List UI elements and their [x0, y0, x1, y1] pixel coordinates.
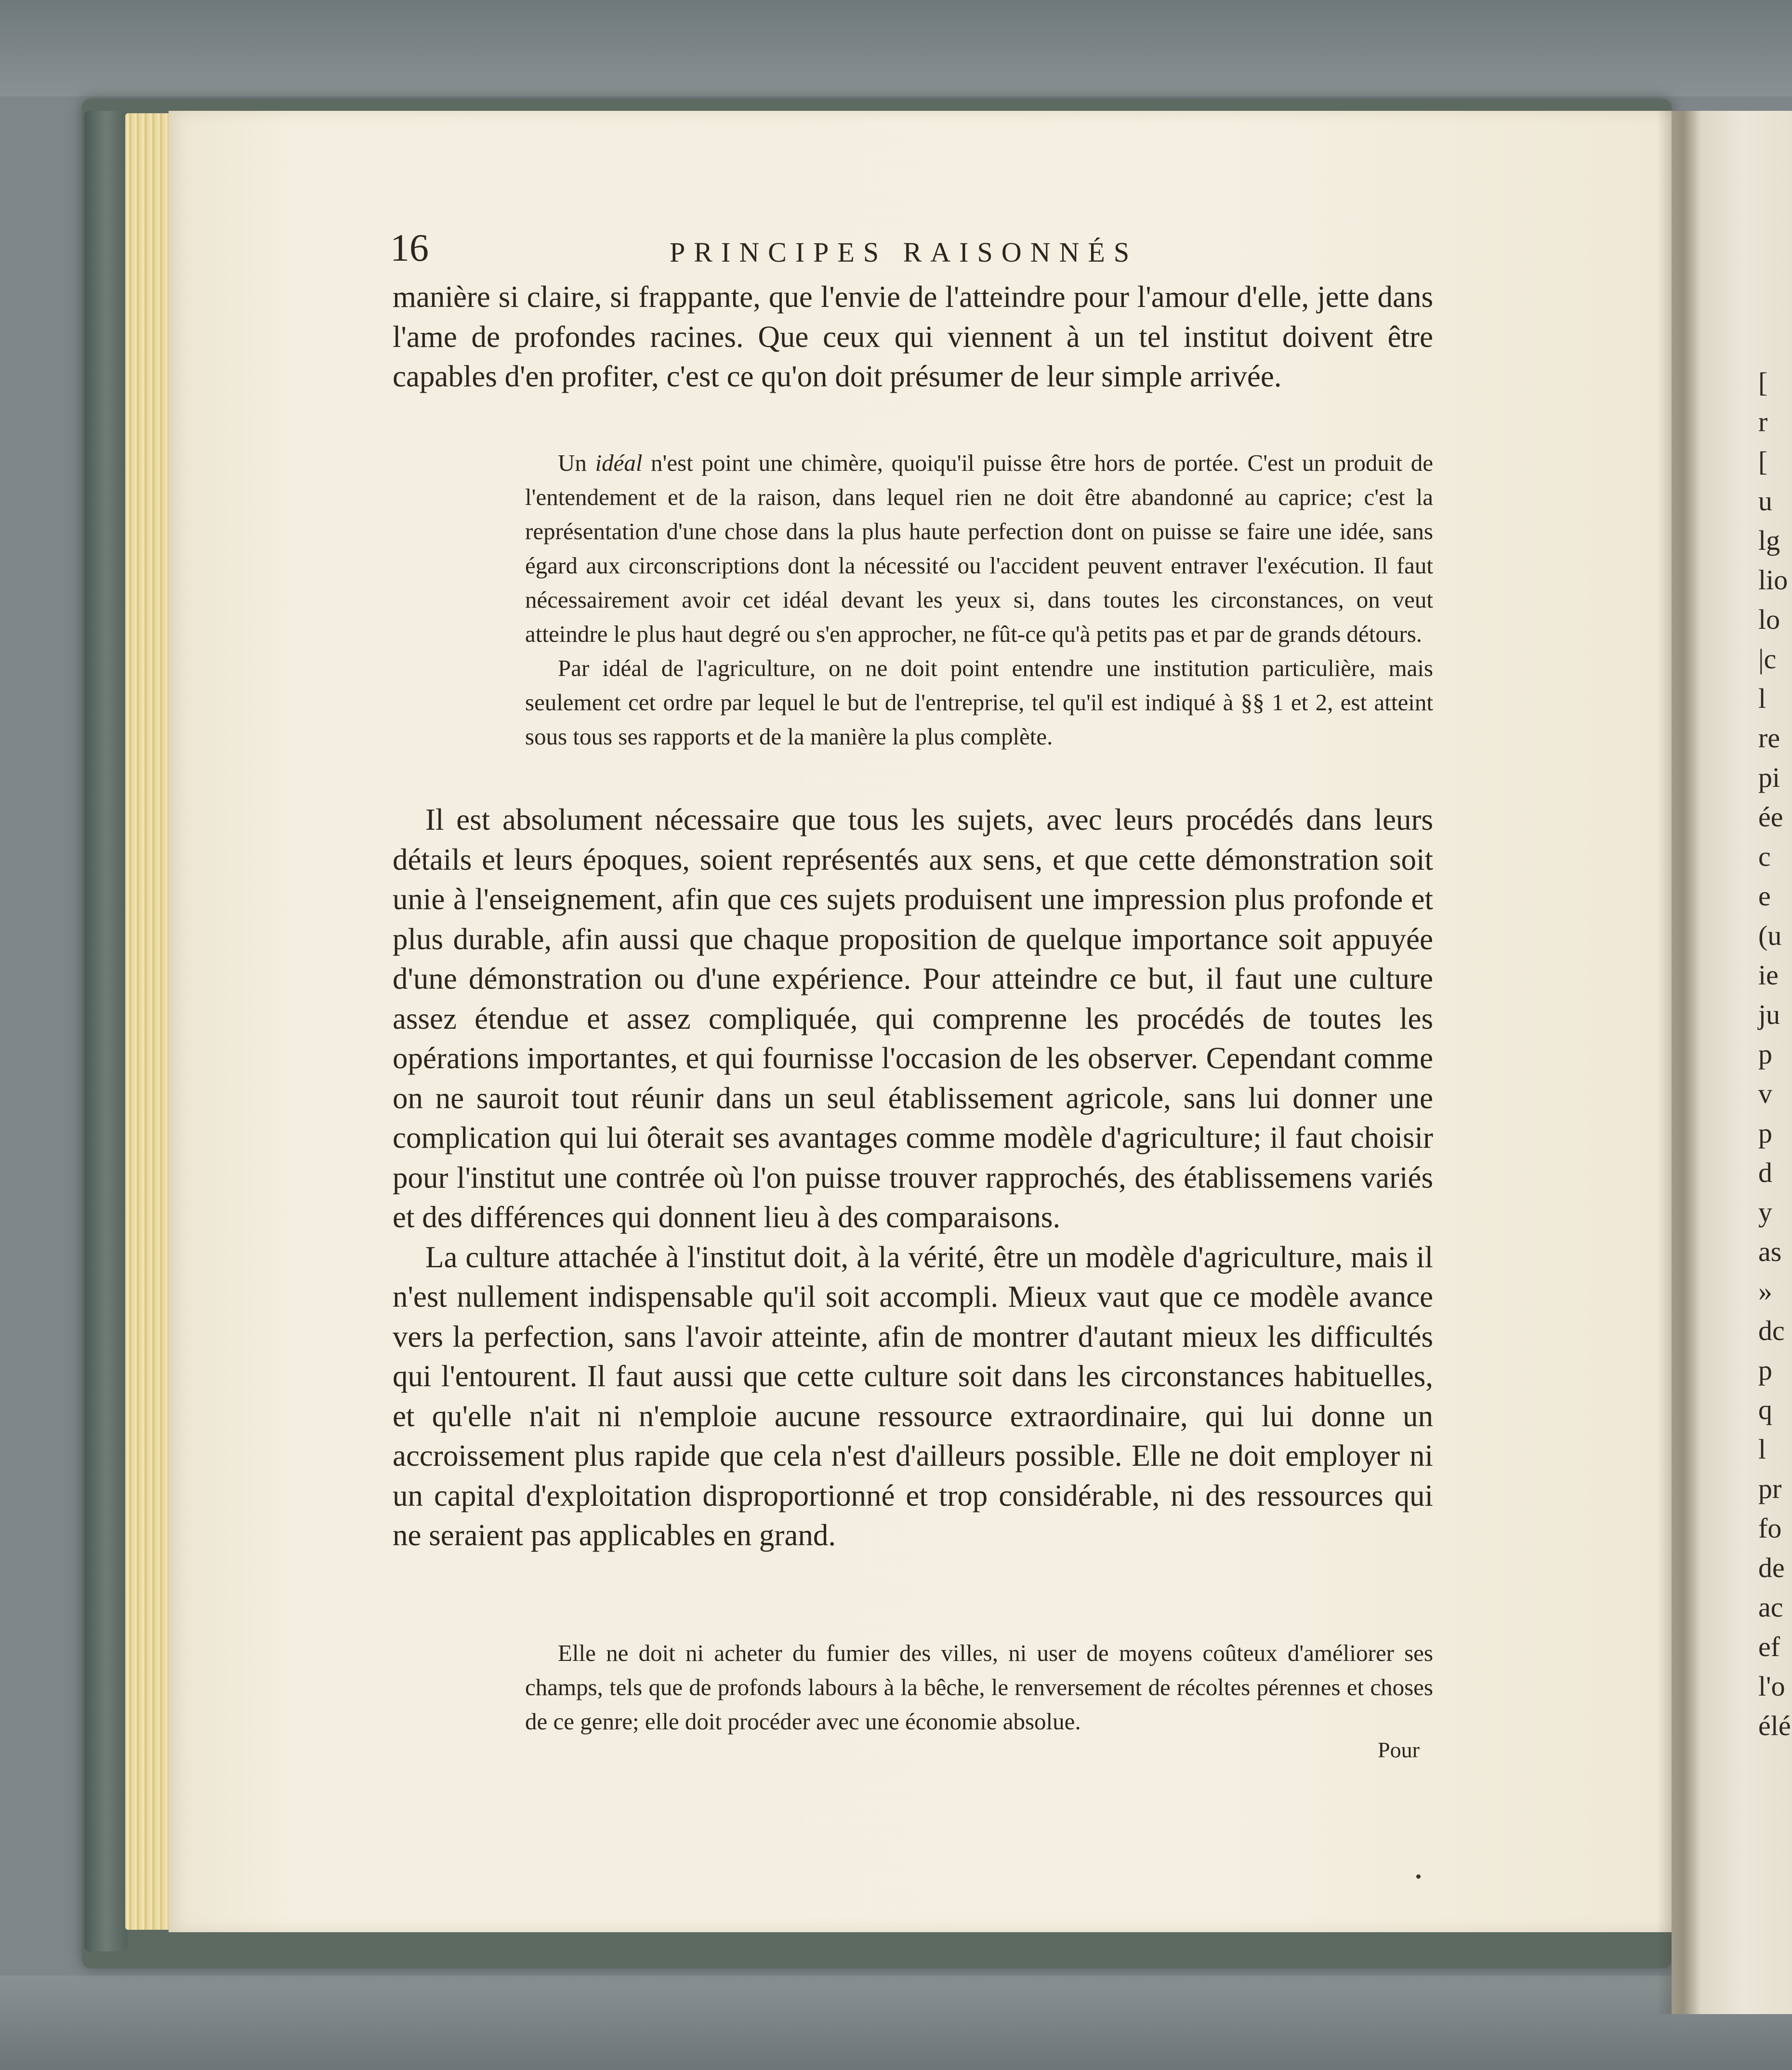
next-page-fragment: p	[1758, 1117, 1772, 1149]
running-head	[390, 226, 1402, 270]
next-page-fragment: re	[1758, 722, 1780, 754]
note-1-rest: n'est point une chimère, quoiqu'il puisse être hors de portée. C'est un produit de l'entendement et de la raison, dans lequel rien ne doit être abandonné au caprice; c'est la représentation d'une chose dans la plus haute perfection dont on puisse se faire une idée, sans égard aux circonscriptions dont la nécessité ou l'accident peuvent entraver l'exécution. Il faut nécessairement avoir cet idéal devant les yeux si, dans toutes les circonstances, on veut atteindre le plus haut degré ou s'en approcher, ne fût-ce qu'à petits pas et par de grands détours.	[525, 450, 1433, 647]
next-page-fragment: p	[1758, 1354, 1772, 1386]
next-page-fragment: p	[1758, 1038, 1772, 1070]
paragraph-2-text: Il est absolument nécessaire que tous les sujets, avec leurs procédés dans leurs détails et leurs époques, soient représentés aux sens, et que cette démonstration soit unie à l'enseignement, afin que ces sujets produisent une impression plus profonde et plus durable, afin aussi que chaque proposition de quelque importance soit appuyée d'une démonstration ou d'une expérience. Pour atteindre ce but, il faut une culture assez étendue et assez compliquée, qui comprenne les procédés de toutes les opérations importantes, et qui fournisse l'occasion de les observer. Cependant comme on ne sauroit tout réunir dans un seul établissement agricole, sans lui donner une complication qui lui ôterait ses avantages comme modèle d'agriculture; il faut choisir pour l'institut une contrée où l'on puisse trouver rapprochés, des établissemens variés et des différences qui donnent lieu à des comparaisons.	[393, 803, 1433, 1234]
next-page-fragment: u	[1758, 485, 1772, 517]
next-page-fragment: l'o	[1758, 1671, 1785, 1702]
note-2-text: Par idéal de l'agriculture, on ne doit point entendre une institution particulière, mais seulement cet ordre par lequel le but de l'entreprise, tel qu'il est indiqué à §§ 1 et 2, est atteint sous tous ses rapports et de la manière la plus complète.	[525, 655, 1433, 750]
next-page-fragment: élé	[1758, 1710, 1791, 1741]
next-page-fragment: pi	[1758, 762, 1780, 793]
book-spine-edge	[84, 111, 128, 1951]
next-page-fragment: »	[1758, 1275, 1772, 1307]
page-number: 16	[390, 227, 429, 269]
scan-background-top	[0, 0, 1792, 96]
note-1-text	[525, 446, 1433, 651]
next-page-fragment: [	[1758, 446, 1768, 477]
next-page-fragment: ef	[1758, 1631, 1780, 1662]
note-1-prefix: Un	[558, 450, 595, 476]
next-page-fragment: v	[1758, 1078, 1772, 1109]
next-page-fragment: y	[1758, 1196, 1772, 1228]
note-1	[525, 446, 1433, 754]
next-page-fragment: ac	[1758, 1592, 1783, 1623]
next-page-fragment: e	[1758, 880, 1771, 912]
next-page-fragment: (u	[1758, 920, 1782, 951]
next-page-fragment: c	[1758, 841, 1771, 872]
next-page-fragment: ju	[1758, 999, 1780, 1030]
catchword: Pour	[1378, 1738, 1420, 1762]
next-page-fragment: d	[1758, 1157, 1772, 1188]
next-page-fragment: l	[1758, 1433, 1766, 1465]
next-page-fragment: lo	[1758, 604, 1780, 635]
next-page-fragment: r	[1758, 406, 1768, 438]
scan-background-bottom	[0, 1976, 1792, 2070]
paragraph-3-text: La culture attachée à l'institut doit, à la vérité, être un modèle d'agriculture, mais il n'est nullement indispensable qu'il soit accompli. Mieux vaut que ce modèle avance vers la perfection, sans l'avoir atteinte, afin de montrer d'autant mieux les difficultés qui l'entourent. Il faut aussi que cette culture soit dans les circonstances habituelles, et qu'elle n'ait ni n'emploie aucune ressource extraordinaire, qui lui donne un accroissement plus rapide que cela n'est d'ailleurs possible. Elle ne doit employer ni un capital d'exploitation disproportionné et trop considérable, ni des ressources qui ne seraient pas applicables en grand.	[393, 1240, 1433, 1552]
next-page-fragment: ée	[1758, 801, 1783, 833]
paragraph-1	[393, 277, 1433, 397]
next-page-fragment: dc	[1758, 1315, 1785, 1346]
next-page-fragment: l	[1758, 683, 1766, 714]
note-1-italic: idéal	[595, 450, 643, 476]
note-3-text: Elle ne doit ni acheter du fumier des villes, ni user de moyens coûteux d'améliorer ses champs, tels que de profonds labours à la bêche, le renversement de récoltes pérennes et choses de ce genre; elle doit procéder avec une économie absolue.	[525, 1640, 1433, 1735]
next-page-fragment: fo	[1758, 1513, 1782, 1544]
paragraph-2	[393, 800, 1433, 1555]
gutter-shadow	[1657, 111, 1700, 2014]
next-page-fragment: de	[1758, 1552, 1785, 1583]
note-3	[525, 1636, 1433, 1738]
next-page-fragment: pr	[1758, 1473, 1782, 1504]
paper-speck	[1416, 1874, 1421, 1879]
next-page-fragment: [	[1758, 367, 1768, 398]
next-page-fragment: q	[1758, 1394, 1772, 1425]
next-page-fragment: lg	[1758, 525, 1780, 556]
running-title: PRINCIPES RAISONNÉS	[670, 237, 1138, 268]
next-page-fragment: as	[1758, 1236, 1782, 1267]
paragraph-1-text: manière si claire, si frappante, que l'envie de l'atteindre pour l'amour d'elle, jette dans l'ame de profondes racines. Que ceux qui viennent à un tel institut doivent être capables d'en profiter, c'est ce qu'on doit présumer de leur simple arrivée.	[393, 280, 1433, 393]
next-page-fragment: |c	[1758, 643, 1777, 675]
next-page-fragment: lio	[1758, 564, 1788, 596]
next-page-fragment: ie	[1758, 959, 1779, 991]
